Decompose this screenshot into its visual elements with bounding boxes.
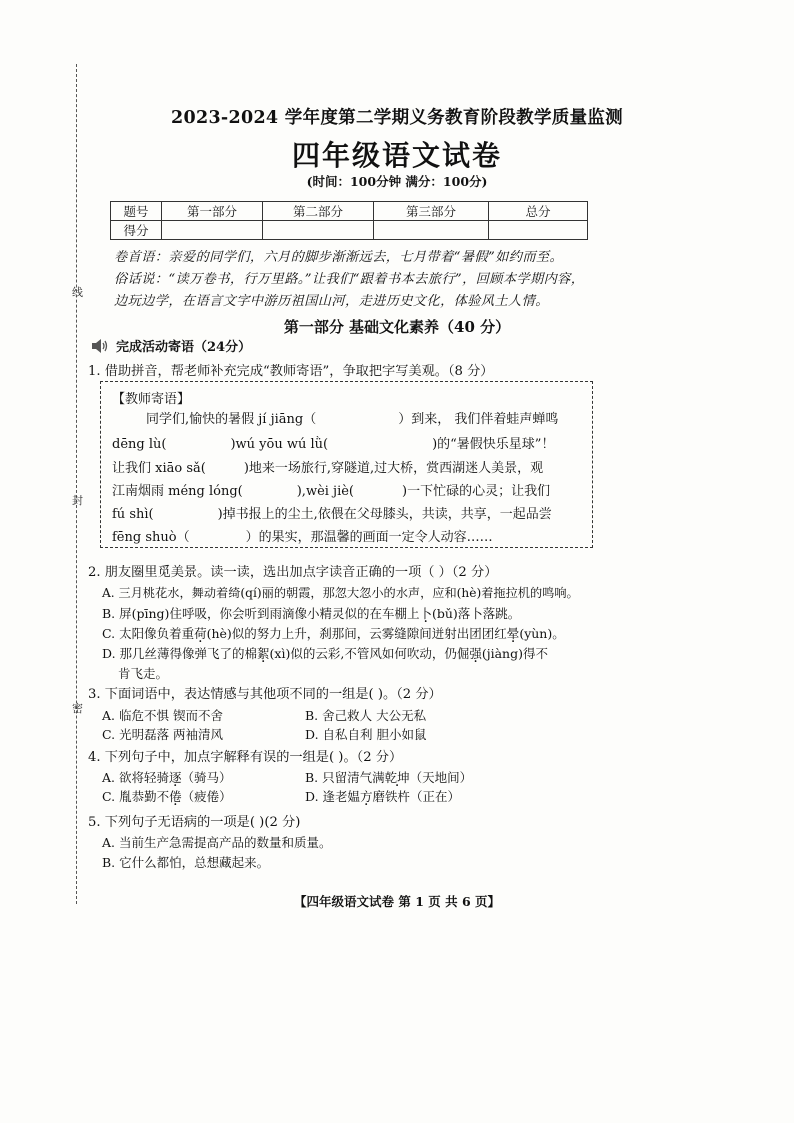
q1-line-1 bbox=[146, 408, 558, 427]
q2-text: D. 那几丝薄得像弹飞了的棉 bbox=[102, 646, 258, 661]
dotted-char: 方 bbox=[360, 789, 373, 804]
q1-text: ）到来， 我们伴着蛙声蝉鸣 bbox=[398, 412, 559, 427]
q1-text: ),wèi jiè( bbox=[296, 484, 355, 499]
q1-text: 让我们 xiāo sǎ( bbox=[112, 461, 206, 476]
q4-text: 磨铁杵（正在） bbox=[372, 789, 461, 804]
foreword bbox=[114, 247, 594, 313]
exam-title: 四年级语文试卷 bbox=[291, 139, 502, 172]
margin-char-xian: 线 bbox=[72, 286, 83, 299]
q5-option-a[interactable]: A. 当前生产急需提高产品的数量和质量。 bbox=[102, 835, 332, 850]
q4-option-a[interactable] bbox=[102, 768, 232, 786]
teacher-message-title: 【教师寄语】 bbox=[112, 392, 191, 407]
question-5-stem: 5. 下列句子无语病的一项是( )(2 分) bbox=[88, 815, 301, 830]
score-table-header: 第一部分 bbox=[162, 202, 263, 221]
q1-line-2 bbox=[112, 433, 554, 452]
dotted-char: 絮 bbox=[257, 646, 270, 661]
q2-option-a[interactable]: A. 三月桃花水，舞动着绮(qí)丽的朝霞，那忽大忽小的水声，应和(hè)着拖拉机的鸣响。 bbox=[102, 586, 579, 600]
q4-text: B. 只留清气满 bbox=[305, 770, 385, 785]
q1-text: )掉书报上的尘土,依偎在父母膝头，共读，共享，一起品尝 bbox=[217, 507, 552, 522]
q1-text: fēng shuò（ bbox=[112, 530, 190, 545]
q1-line-4 bbox=[112, 480, 550, 499]
binding-dashed-line bbox=[76, 64, 77, 904]
q1-text: 江南烟雨 méng lóng( bbox=[112, 484, 243, 499]
q2-text: (yùn)。 bbox=[519, 626, 565, 641]
score-cell[interactable] bbox=[489, 221, 588, 240]
q1-line-3 bbox=[112, 457, 543, 476]
q3-option-d[interactable]: D. 自私自利 胆小如鼠 bbox=[305, 727, 427, 742]
exam-subtitle: 2023-2024 学年度第二学期义务教育阶段教学质量监测 bbox=[171, 108, 623, 128]
q4-text: （天地间） bbox=[409, 770, 473, 785]
q4-text: （疲倦） bbox=[181, 789, 232, 804]
q4-text: D. 逢老媪 bbox=[305, 789, 361, 804]
question-3-stem: 3. 下面词语中，表达情感与其他项不同的一组是( )。（2 分） bbox=[88, 687, 442, 702]
q1-text: )地来一场旅行,穿隧道,过大桥，赏西湖迷人美景，观 bbox=[243, 461, 544, 476]
q3-option-a[interactable]: A. 临危不惧 锲而不舍 bbox=[102, 708, 223, 723]
score-table bbox=[110, 201, 588, 240]
score-table-header: 第二部分 bbox=[263, 202, 374, 221]
activity-heading-text: 完成活动寄语（24分） bbox=[116, 340, 252, 355]
question-4-stem: 4. 下列句子中，加点字解释有误的一组是( )。（2 分） bbox=[88, 750, 403, 765]
margin-char-mi: 密 bbox=[72, 702, 83, 715]
score-cell[interactable] bbox=[162, 221, 263, 240]
activity-heading bbox=[90, 336, 251, 355]
q2-text: (jiàng)得不 bbox=[481, 646, 548, 661]
foreword-line: 俗话说：“读万卷书，行万里路。”让我们“跟着书本去旅行”，回顾本学期内容， bbox=[114, 272, 585, 287]
q4-option-b[interactable] bbox=[305, 768, 472, 786]
q2-option-d-continued: 肯飞走。 bbox=[118, 666, 169, 681]
foreword-line: 边玩边学，在语言文字中游历祖国山河，走进历史文化，体验风土人情。 bbox=[114, 294, 549, 309]
q2-text: (hè)似的努力上升，刹那间，云雾缝隙间迸射出团团红 bbox=[206, 626, 507, 641]
q5-option-b[interactable]: B. 它什么都怕，总想藏起来。 bbox=[102, 855, 270, 870]
question-1-stem: 1. 借助拼音，帮老师补充完成“教师寄语”，争取把字写美观。（8 分） bbox=[88, 364, 494, 379]
score-row-label: 得分 bbox=[111, 221, 162, 240]
q1-text: fú shì( bbox=[112, 507, 154, 522]
q1-text: ）的果实，那温馨的画面一定令人动容…… bbox=[245, 530, 493, 545]
q1-text: )的“暑假快乐星球”！ bbox=[432, 437, 555, 452]
margin-char-feng: 封 bbox=[72, 494, 83, 507]
q4-text: A. 欲将轻骑 bbox=[102, 770, 169, 785]
score-cell[interactable] bbox=[374, 221, 489, 240]
dotted-char: 乾坤 bbox=[384, 770, 410, 785]
q1-text: )一下忙碌的心灵；让我们 bbox=[402, 484, 551, 499]
score-table-header: 总分 bbox=[489, 202, 588, 221]
dotted-char: 晕 bbox=[506, 626, 520, 641]
q1-text: )wú yōu wú lǜ( bbox=[230, 437, 329, 452]
dotted-char: 倦 bbox=[169, 789, 182, 804]
q4-option-d[interactable] bbox=[305, 787, 460, 805]
q2-text: C. 太阳像负着重 bbox=[102, 626, 195, 641]
q1-line-6 bbox=[112, 526, 493, 545]
page-footer: 【四年级语文试卷 第 1 页 共 6 页】 bbox=[293, 894, 500, 909]
dotted-char: 卜 bbox=[419, 606, 432, 621]
question-2-stem: 2. 朋友圈里觅美景。读一读，选出加点字读音正确的一项（ ）（2 分） bbox=[88, 565, 498, 580]
q2-text: (xì)似的云彩,不管风如何吹动，仍倔 bbox=[269, 646, 470, 661]
q1-text: dēng lù( bbox=[112, 437, 167, 452]
score-table-header: 第三部分 bbox=[374, 202, 489, 221]
q2-text: (bǔ)落卜落跳。 bbox=[431, 606, 521, 621]
q4-option-c[interactable] bbox=[102, 787, 232, 805]
dotted-char: 荷 bbox=[194, 626, 207, 641]
q3-option-c[interactable]: C. 光明磊落 两袖清风 bbox=[102, 727, 224, 742]
q2-option-d[interactable] bbox=[102, 644, 548, 662]
q3-option-b[interactable]: B. 舍己救人 大公无私 bbox=[305, 708, 427, 723]
score-cell[interactable] bbox=[263, 221, 374, 240]
score-table-header: 题号 bbox=[111, 202, 162, 221]
q4-text: C. 胤恭勤不 bbox=[102, 789, 170, 804]
foreword-line: 卷首语：亲爱的同学们，六月的脚步渐渐远去，七月带着“暑假”如约而至。 bbox=[114, 250, 564, 265]
q2-text: B. 屏(pīng)住呼吸，你会听到雨滴像小精灵似的在车棚上 bbox=[102, 606, 420, 621]
exam-time-score: (时间：100分钟 满分：100分) bbox=[306, 174, 488, 189]
q1-text: 同学们,愉快的暑假 jí jiāng（ bbox=[146, 412, 317, 427]
q2-option-b[interactable] bbox=[102, 604, 520, 622]
dotted-char: 逐 bbox=[168, 770, 182, 785]
speaker-icon bbox=[90, 337, 110, 355]
score-table-score-row bbox=[111, 221, 588, 240]
score-table-header-row bbox=[111, 202, 588, 221]
q1-line-5 bbox=[112, 503, 552, 522]
section-title: 第一部分 基础文化素养（40 分） bbox=[283, 318, 511, 336]
q2-option-c[interactable] bbox=[102, 624, 565, 642]
dotted-char: 强 bbox=[469, 646, 482, 661]
q4-text: （骑马） bbox=[181, 770, 232, 785]
